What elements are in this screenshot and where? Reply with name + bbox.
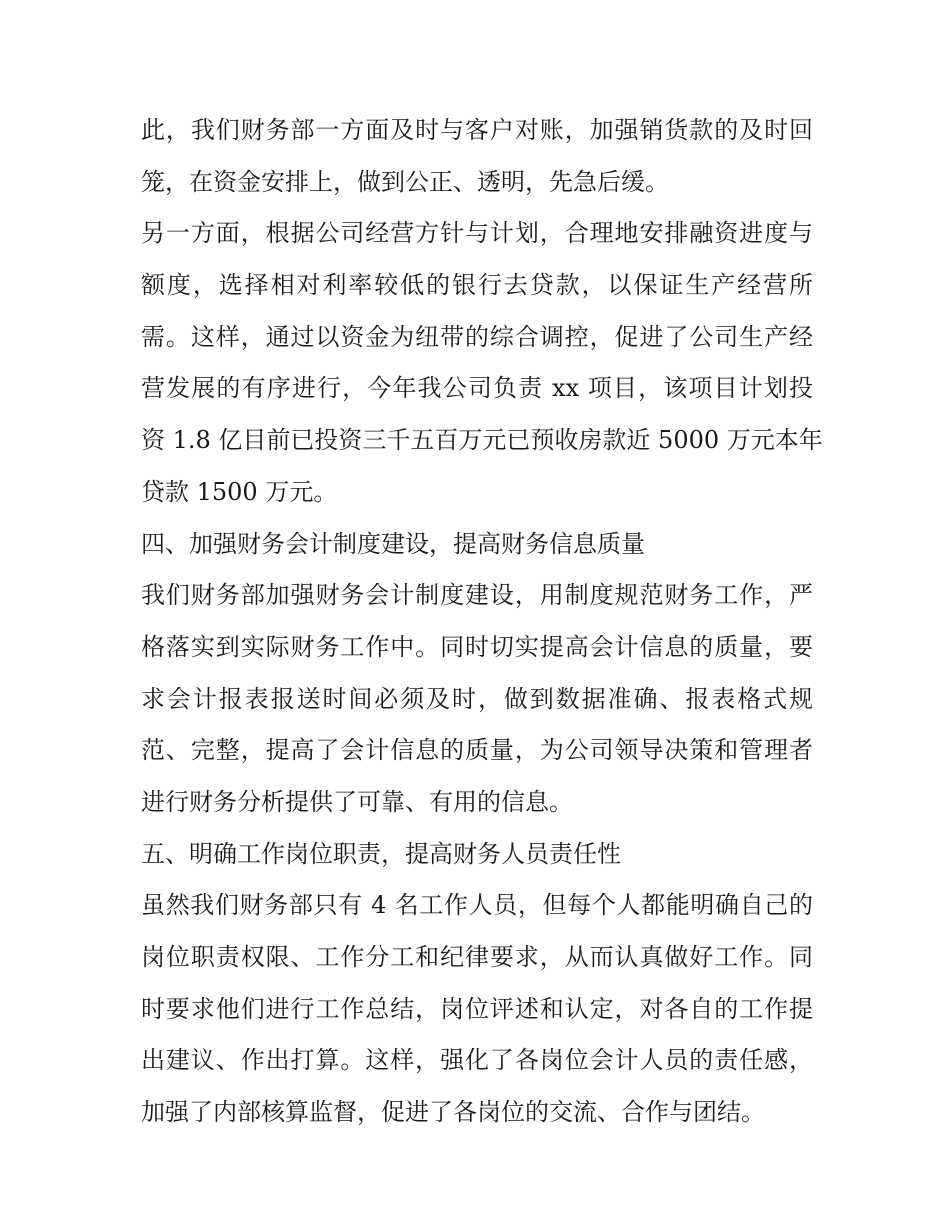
- body-line: 求会计报表报送时间必须及时，做到数据准确、报表格式规: [141, 684, 813, 713]
- body-line: 需。这样，通过以资金为纽带的综合调控，促进了公司生产经: [141, 322, 813, 351]
- body-line: 资 1.8 亿目前已投资三千五百万元已预收房款近 5000 万元本年: [141, 426, 823, 455]
- body-line: 加强了内部核算监督，促进了各岗位的交流、合作与团结。: [141, 1098, 765, 1127]
- section-heading-four: 四、加强财务会计制度建设，提高财务信息质量: [141, 529, 645, 558]
- body-line: 我们财务部加强财务会计制度建设，用制度规范财务工作，严: [141, 581, 813, 610]
- body-line: 出建议、作出打算。这样，强化了各岗位会计人员的责任感，: [141, 1046, 813, 1075]
- body-line: 笼，在资金安排上，做到公正、透明，先急后缓。: [141, 167, 669, 196]
- body-line: 另一方面，根据公司经营方针与计划，合理地安排融资进度与: [141, 219, 813, 248]
- body-line: 营发展的有序进行，今年我公司负责 xx 项目，该项目计划投: [141, 374, 813, 403]
- body-line: 岗位职责权限、工作分工和纪律要求，从而认真做好工作。同: [141, 943, 813, 971]
- body-line: 进行财务分析提供了可靠、有用的信息。: [141, 787, 573, 816]
- body-line: 格落实到实际财务工作中。同时切实提高会计信息的质量，要: [141, 632, 813, 661]
- body-line: 贷款 1500 万元。: [141, 477, 338, 506]
- body-line: 时要求他们进行工作总结，岗位评述和认定，对各自的工作提: [141, 994, 813, 1023]
- document-body: [141, 105, 823, 1139]
- body-line: 额度，选择相对利率较低的银行去贷款，以保证生产经营所: [141, 271, 813, 300]
- section-heading-five: 五、明确工作岗位职责，提高财务人员责任性: [141, 839, 621, 868]
- body-line: 此，我们财务部一方面及时与客户对账，加强销货款的及时回: [141, 116, 813, 144]
- body-line: 虽然我们财务部只有 4 名工作人员，但每个人都能明确自己的: [141, 891, 813, 920]
- body-line: 范、完整，提高了会计信息的质量，为公司领导决策和管理者: [141, 736, 813, 765]
